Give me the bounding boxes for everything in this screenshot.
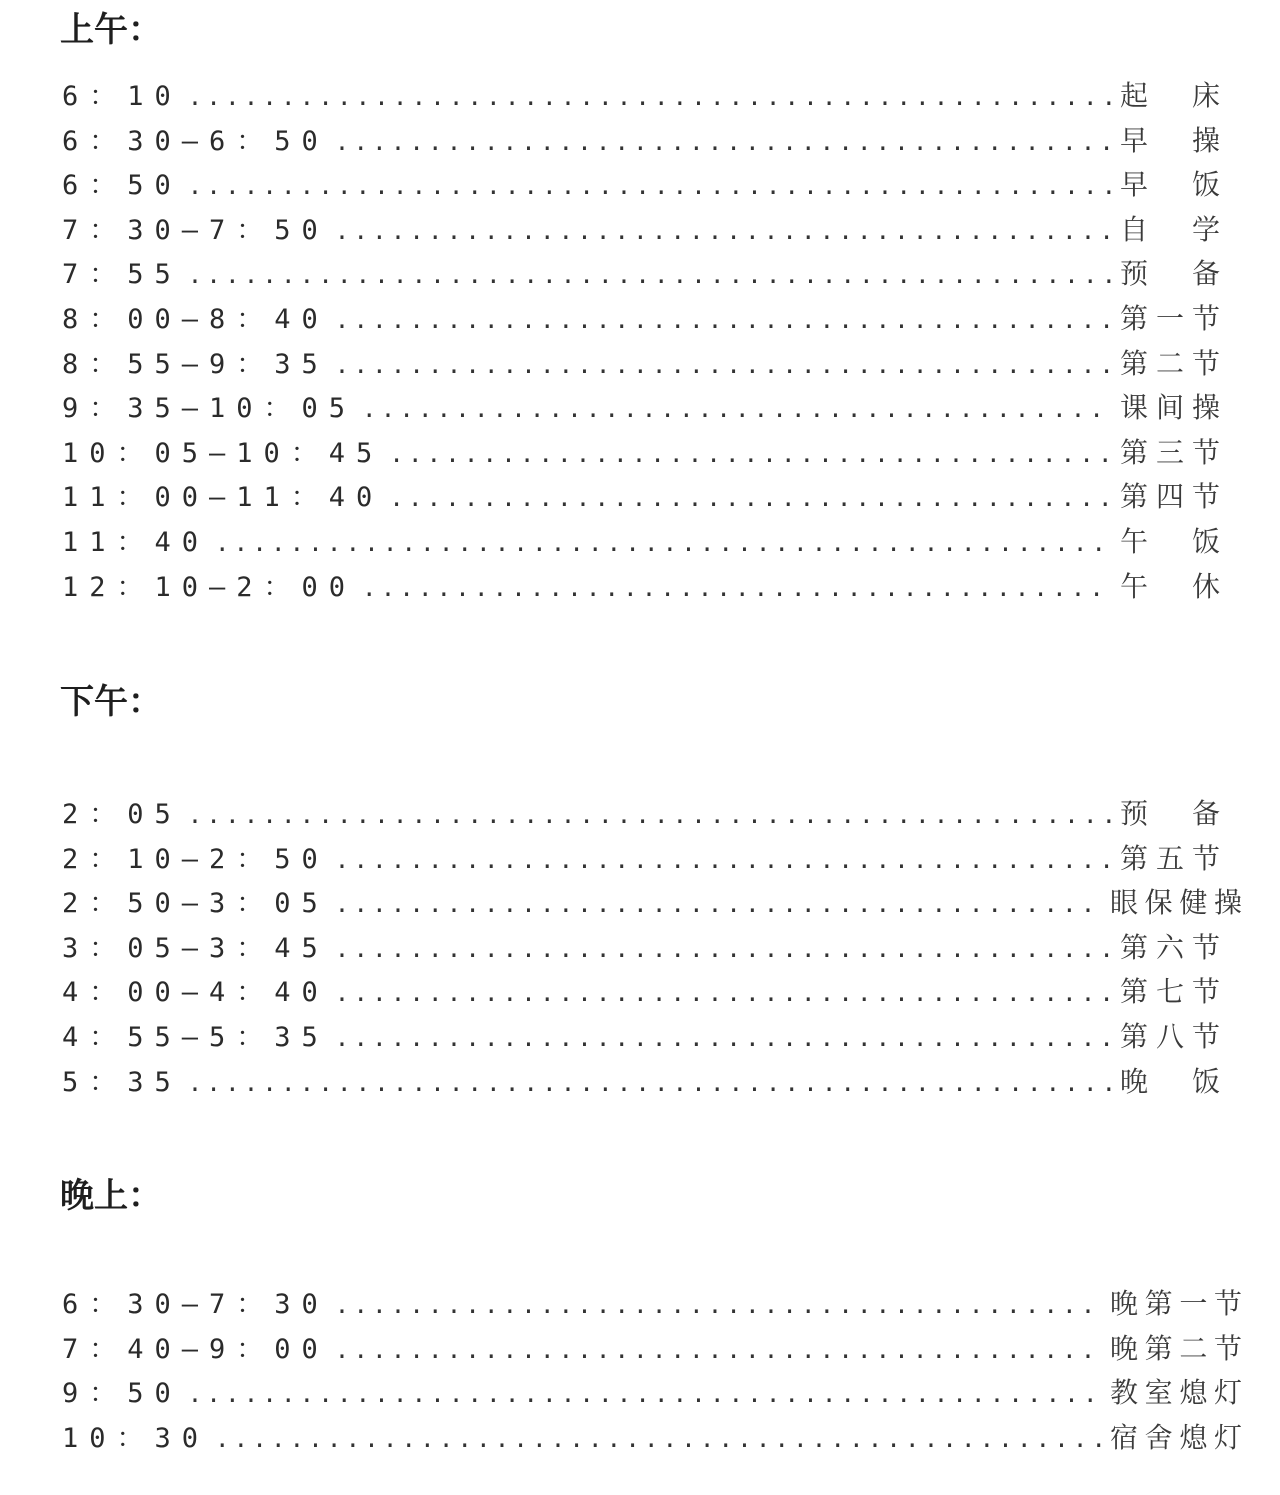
dot-leader — [362, 387, 1112, 432]
schedule-row — [62, 475, 1242, 520]
dot-leader — [215, 1417, 1102, 1462]
schedule-row — [62, 970, 1242, 1015]
schedule-activity: 自 学 — [1120, 212, 1220, 246]
schedule-list-morning — [62, 74, 1242, 609]
schedule-time: 3：05—3：45 — [62, 932, 329, 964]
dot-leader — [362, 566, 1112, 611]
schedule-activity: 晚 饭 — [1120, 1064, 1220, 1098]
schedule-row — [62, 119, 1242, 164]
schedule-row — [62, 1371, 1242, 1416]
schedule-time: 8：55—9：35 — [62, 348, 329, 380]
dot-leader — [188, 1061, 1112, 1106]
schedule-time: 10：05—10：45 — [62, 437, 384, 469]
dot-leader — [335, 298, 1112, 343]
schedule-row — [62, 252, 1242, 297]
dot-leader — [389, 476, 1112, 521]
schedule-activity: 晚第二节 — [1110, 1331, 1242, 1365]
schedule-time: 6：50 — [62, 170, 182, 202]
schedule-time: 11：40 — [62, 526, 210, 558]
schedule-row — [62, 792, 1242, 837]
schedule-time: 2：10—2：50 — [62, 843, 329, 875]
schedule-row — [62, 208, 1242, 253]
schedule-time: 4：55—5：35 — [62, 1021, 329, 1053]
dot-leader — [188, 1372, 1102, 1417]
schedule-row — [62, 1060, 1242, 1105]
schedule-row — [62, 74, 1242, 119]
schedule-time: 7：30—7：50 — [62, 214, 329, 246]
schedule-row — [62, 520, 1242, 565]
schedule-row — [62, 1327, 1242, 1372]
schedule-time: 6：30—6：50 — [62, 125, 329, 157]
schedule-activity: 宿舍熄灯 — [1110, 1420, 1242, 1454]
schedule-activity: 第七节 — [1120, 975, 1220, 1009]
dot-leader — [335, 927, 1112, 972]
schedule-row — [62, 1015, 1242, 1060]
schedule-row — [62, 926, 1242, 971]
schedule-activity: 第八节 — [1120, 1019, 1220, 1053]
schedule-activity: 第六节 — [1120, 930, 1220, 964]
schedule-time: 10：30 — [62, 1422, 210, 1454]
dot-leader — [335, 971, 1112, 1016]
schedule-activity: 起 床 — [1120, 79, 1220, 112]
schedule-activity: 课间操 — [1120, 391, 1220, 425]
schedule-activity: 午 饭 — [1120, 524, 1220, 558]
dot-leader — [335, 1016, 1112, 1061]
schedule-activity: 预 备 — [1120, 257, 1220, 291]
dot-leader — [335, 209, 1112, 254]
schedule-activity: 第二节 — [1120, 346, 1220, 380]
dot-leader — [335, 1283, 1102, 1328]
schedule-activity: 午 休 — [1120, 569, 1220, 603]
schedule-activity: 第三节 — [1120, 435, 1220, 469]
schedule-activity: 眼保健操 — [1110, 886, 1242, 920]
schedule-row — [62, 163, 1242, 208]
schedule-activity: 教室熄灯 — [1110, 1376, 1242, 1410]
schedule-activity: 第一节 — [1120, 301, 1220, 335]
dot-leader — [335, 120, 1112, 165]
schedule-list-afternoon — [62, 792, 1242, 1104]
schedule-row — [62, 565, 1242, 610]
schedule-time: 2：05 — [62, 799, 182, 830]
section-heading-evening: 晚上： — [60, 1176, 162, 1216]
dot-leader — [335, 343, 1112, 388]
dot-leader — [335, 1328, 1102, 1373]
schedule-time: 8：00—8：40 — [62, 303, 329, 335]
schedule-row — [62, 881, 1242, 926]
schedule-time: 5：35 — [62, 1066, 182, 1098]
dot-leader — [335, 882, 1102, 927]
schedule-row — [62, 297, 1242, 342]
schedule-activity: 预 备 — [1120, 797, 1220, 830]
schedule-time: 4：00—4：40 — [62, 977, 329, 1009]
dot-leader — [188, 164, 1112, 209]
schedule-time: 7：40—9：00 — [62, 1333, 329, 1365]
schedule-time: 6：10 — [62, 81, 182, 112]
section-heading-morning: 上午： — [60, 10, 162, 50]
schedule-row — [62, 837, 1242, 882]
schedule-activity: 早 操 — [1120, 123, 1220, 157]
schedule-time: 12：10—2：00 — [62, 571, 357, 603]
schedule-activity: 早 饭 — [1120, 168, 1220, 202]
dot-leader — [188, 793, 1112, 838]
schedule-time: 9：50 — [62, 1378, 182, 1410]
schedule-list-evening — [62, 1282, 1242, 1460]
dot-leader — [188, 75, 1112, 120]
schedule-row — [62, 1416, 1242, 1461]
schedule-row — [62, 386, 1242, 431]
schedule-time: 7：55 — [62, 259, 182, 291]
dot-leader — [389, 432, 1112, 477]
section-heading-afternoon: 下午： — [60, 682, 162, 722]
dot-leader — [335, 838, 1112, 883]
schedule-time: 9：35—10：05 — [62, 393, 357, 425]
schedule-row — [62, 431, 1242, 476]
schedule-activity: 第四节 — [1120, 480, 1220, 514]
dot-leader — [215, 521, 1112, 566]
schedule-row — [62, 1282, 1242, 1327]
schedule-time: 2：50—3：05 — [62, 888, 329, 920]
dot-leader — [188, 253, 1112, 298]
schedule-activity: 第五节 — [1120, 841, 1220, 875]
schedule-time: 11：00—11：40 — [62, 482, 384, 514]
schedule-activity: 晚第一节 — [1110, 1287, 1242, 1320]
schedule-time: 6：30—7：30 — [62, 1289, 329, 1320]
schedule-row — [62, 342, 1242, 387]
